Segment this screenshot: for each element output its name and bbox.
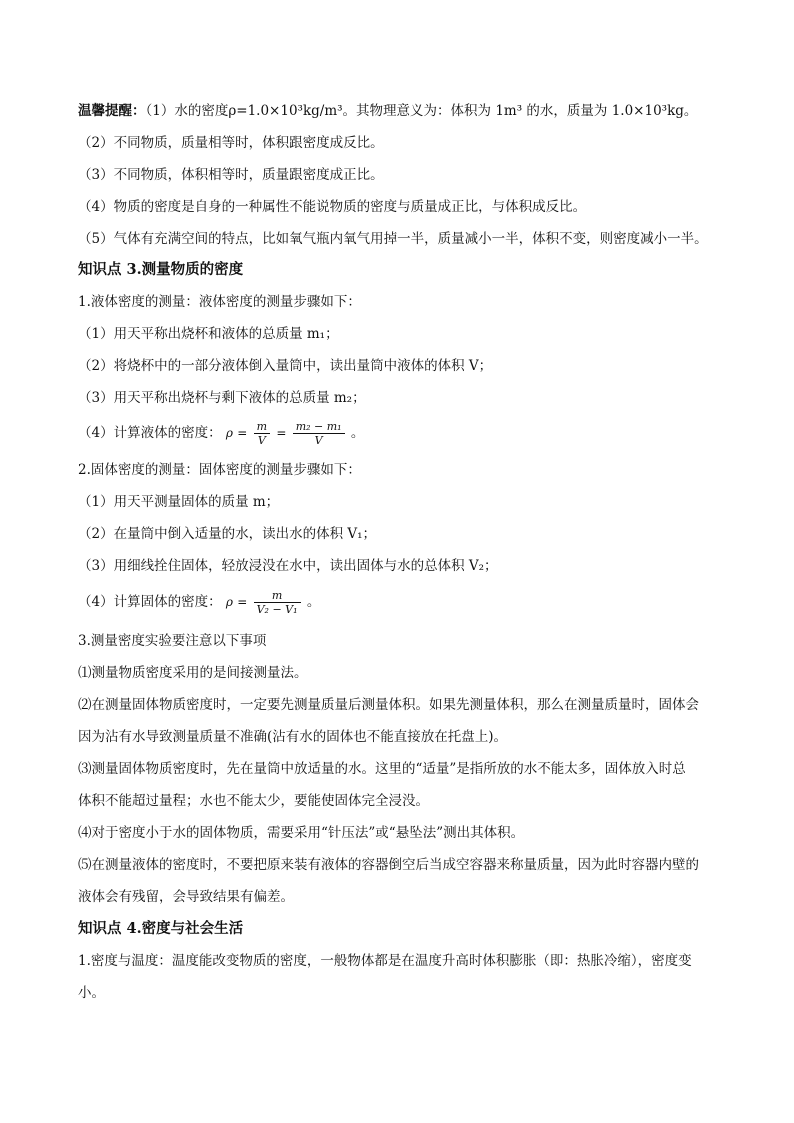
notes-intro: 3.测量密度实验要注意以下事项 <box>78 633 267 649</box>
liquid-step-1: （1）用天平称出烧杯和液体的总质量 m₁； <box>78 326 339 342</box>
tip-label: 温馨提醒： <box>78 103 146 119</box>
fraction-denominator: V <box>257 434 266 447</box>
liquid-step-2: （2）将烧杯中的一部分液体倒入量筒中，读出量筒中液体的体积 V； <box>78 358 493 374</box>
section-title-k3: 知识点 3.测量物质的密度 <box>78 261 244 278</box>
solid-step-4-suffix: 。 <box>306 594 321 610</box>
solid-intro: 2.固体密度的测量：固体密度的测量步骤如下： <box>78 462 361 478</box>
fraction-numerator: m₂ − m₁ <box>293 420 345 434</box>
tip-text-1: （1）水的密度ρ=1.0×10³kg/m³。其物理意义为：体积为 1m³ 的水，质量为 1.0×10³kg。 <box>145 103 698 119</box>
liquid-density-formula <box>225 420 351 447</box>
section-title-k4: 知识点 4.密度与社会生活 <box>78 920 244 937</box>
note-3-line-1: ⑶测量固体物质密度时，先在量筒中放适量的水。这里的“适量”是指所放的水不能太多，固体放入时总 <box>78 761 686 777</box>
liquid-intro: 1.液体密度的测量：液体密度的测量步骤如下： <box>78 294 361 310</box>
note-5-line-1: ⑸在测量液体的密度时，不要把原来装有液体的容器倒空后当成空容器来称量质量，因为此时容器内壁的 <box>78 857 699 873</box>
note-4: ⑷对于密度小于水的固体物质，需要采用“针压法”或“悬坠法”测出其体积。 <box>78 825 525 841</box>
liquid-step-4-prefix: （4）计算液体的密度： <box>78 425 222 441</box>
solid-step-2: （2）在量筒中倒入适量的水，读出水的体积 V₁； <box>78 526 377 542</box>
fraction-m-over-v <box>254 420 270 447</box>
fraction-numerator: m <box>254 420 270 434</box>
tip-line-4: （4）物质的密度是自身的一种属性不能说物质的密度与质量成正比，与体积成反比。 <box>78 199 587 215</box>
solid-density-formula <box>225 589 307 616</box>
fraction-denominator: V <box>314 434 323 447</box>
liquid-step-3: （3）用天平称出烧杯与剩下液体的总质量 m₂； <box>78 390 366 406</box>
liquid-step-4-suffix: 。 <box>350 425 365 441</box>
fraction-mass-diff-over-v <box>293 420 345 447</box>
note-1: ⑴测量物质密度采用的是间接测量法。 <box>78 665 308 681</box>
solid-step-1: （1）用天平测量固体的质量 m； <box>78 494 280 510</box>
rho-symbol: ρ <box>225 595 233 609</box>
rho-symbol: ρ <box>225 426 233 440</box>
fraction-denominator: V₂ − V₁ <box>256 603 298 616</box>
fraction-numerator: m <box>254 589 301 603</box>
note-2-line-1: ⑵在测量固体物质密度时，一定要先测量质量后测量体积。如果先测量体积，那么在测量质量时，固体会 <box>78 697 699 713</box>
note-3-line-2: 体积不能超过量程；水也不能太少，要能使固体完全浸没。 <box>78 793 429 809</box>
equals-sign: = <box>237 426 248 440</box>
note-5-line-2: 液体会有残留，会导致结果有偏差。 <box>78 889 294 905</box>
tip-line-3: （3）不同物质，体积相等时，质量跟密度成正比。 <box>78 167 384 183</box>
k4-para-line-1: 1.密度与温度：温度能改变物质的密度，一般物体都是在温度升高时体积膨胀（即：热胀冷缩），密度变 <box>78 953 692 969</box>
fraction-m-over-volume-diff <box>254 589 301 616</box>
tip-line-2: （2）不同物质，质量相等时，体积跟密度成反比。 <box>78 135 384 151</box>
tip-line-1 <box>78 102 697 120</box>
note-2-line-2: 因为沾有水导致测量质量不准确(沾有水的固体也不能直接放在托盘上)。 <box>78 729 508 745</box>
k4-para-line-2: 小。 <box>78 985 105 1001</box>
solid-step-3: （3）用细线拴住固体，轻放浸没在水中，读出固体与水的总体积 V₂； <box>78 558 498 574</box>
tip-line-5: （5）气体有充满空间的特点，比如氧气瓶内氧气用掉一半，质量减小一半，体积不变，则密度减小一半。 <box>78 231 708 247</box>
equals-sign: = <box>237 595 248 609</box>
solid-step-4 <box>78 589 320 616</box>
equals-sign: = <box>276 426 287 440</box>
solid-step-4-prefix: （4）计算固体的密度： <box>78 594 222 610</box>
liquid-step-4 <box>78 420 364 447</box>
